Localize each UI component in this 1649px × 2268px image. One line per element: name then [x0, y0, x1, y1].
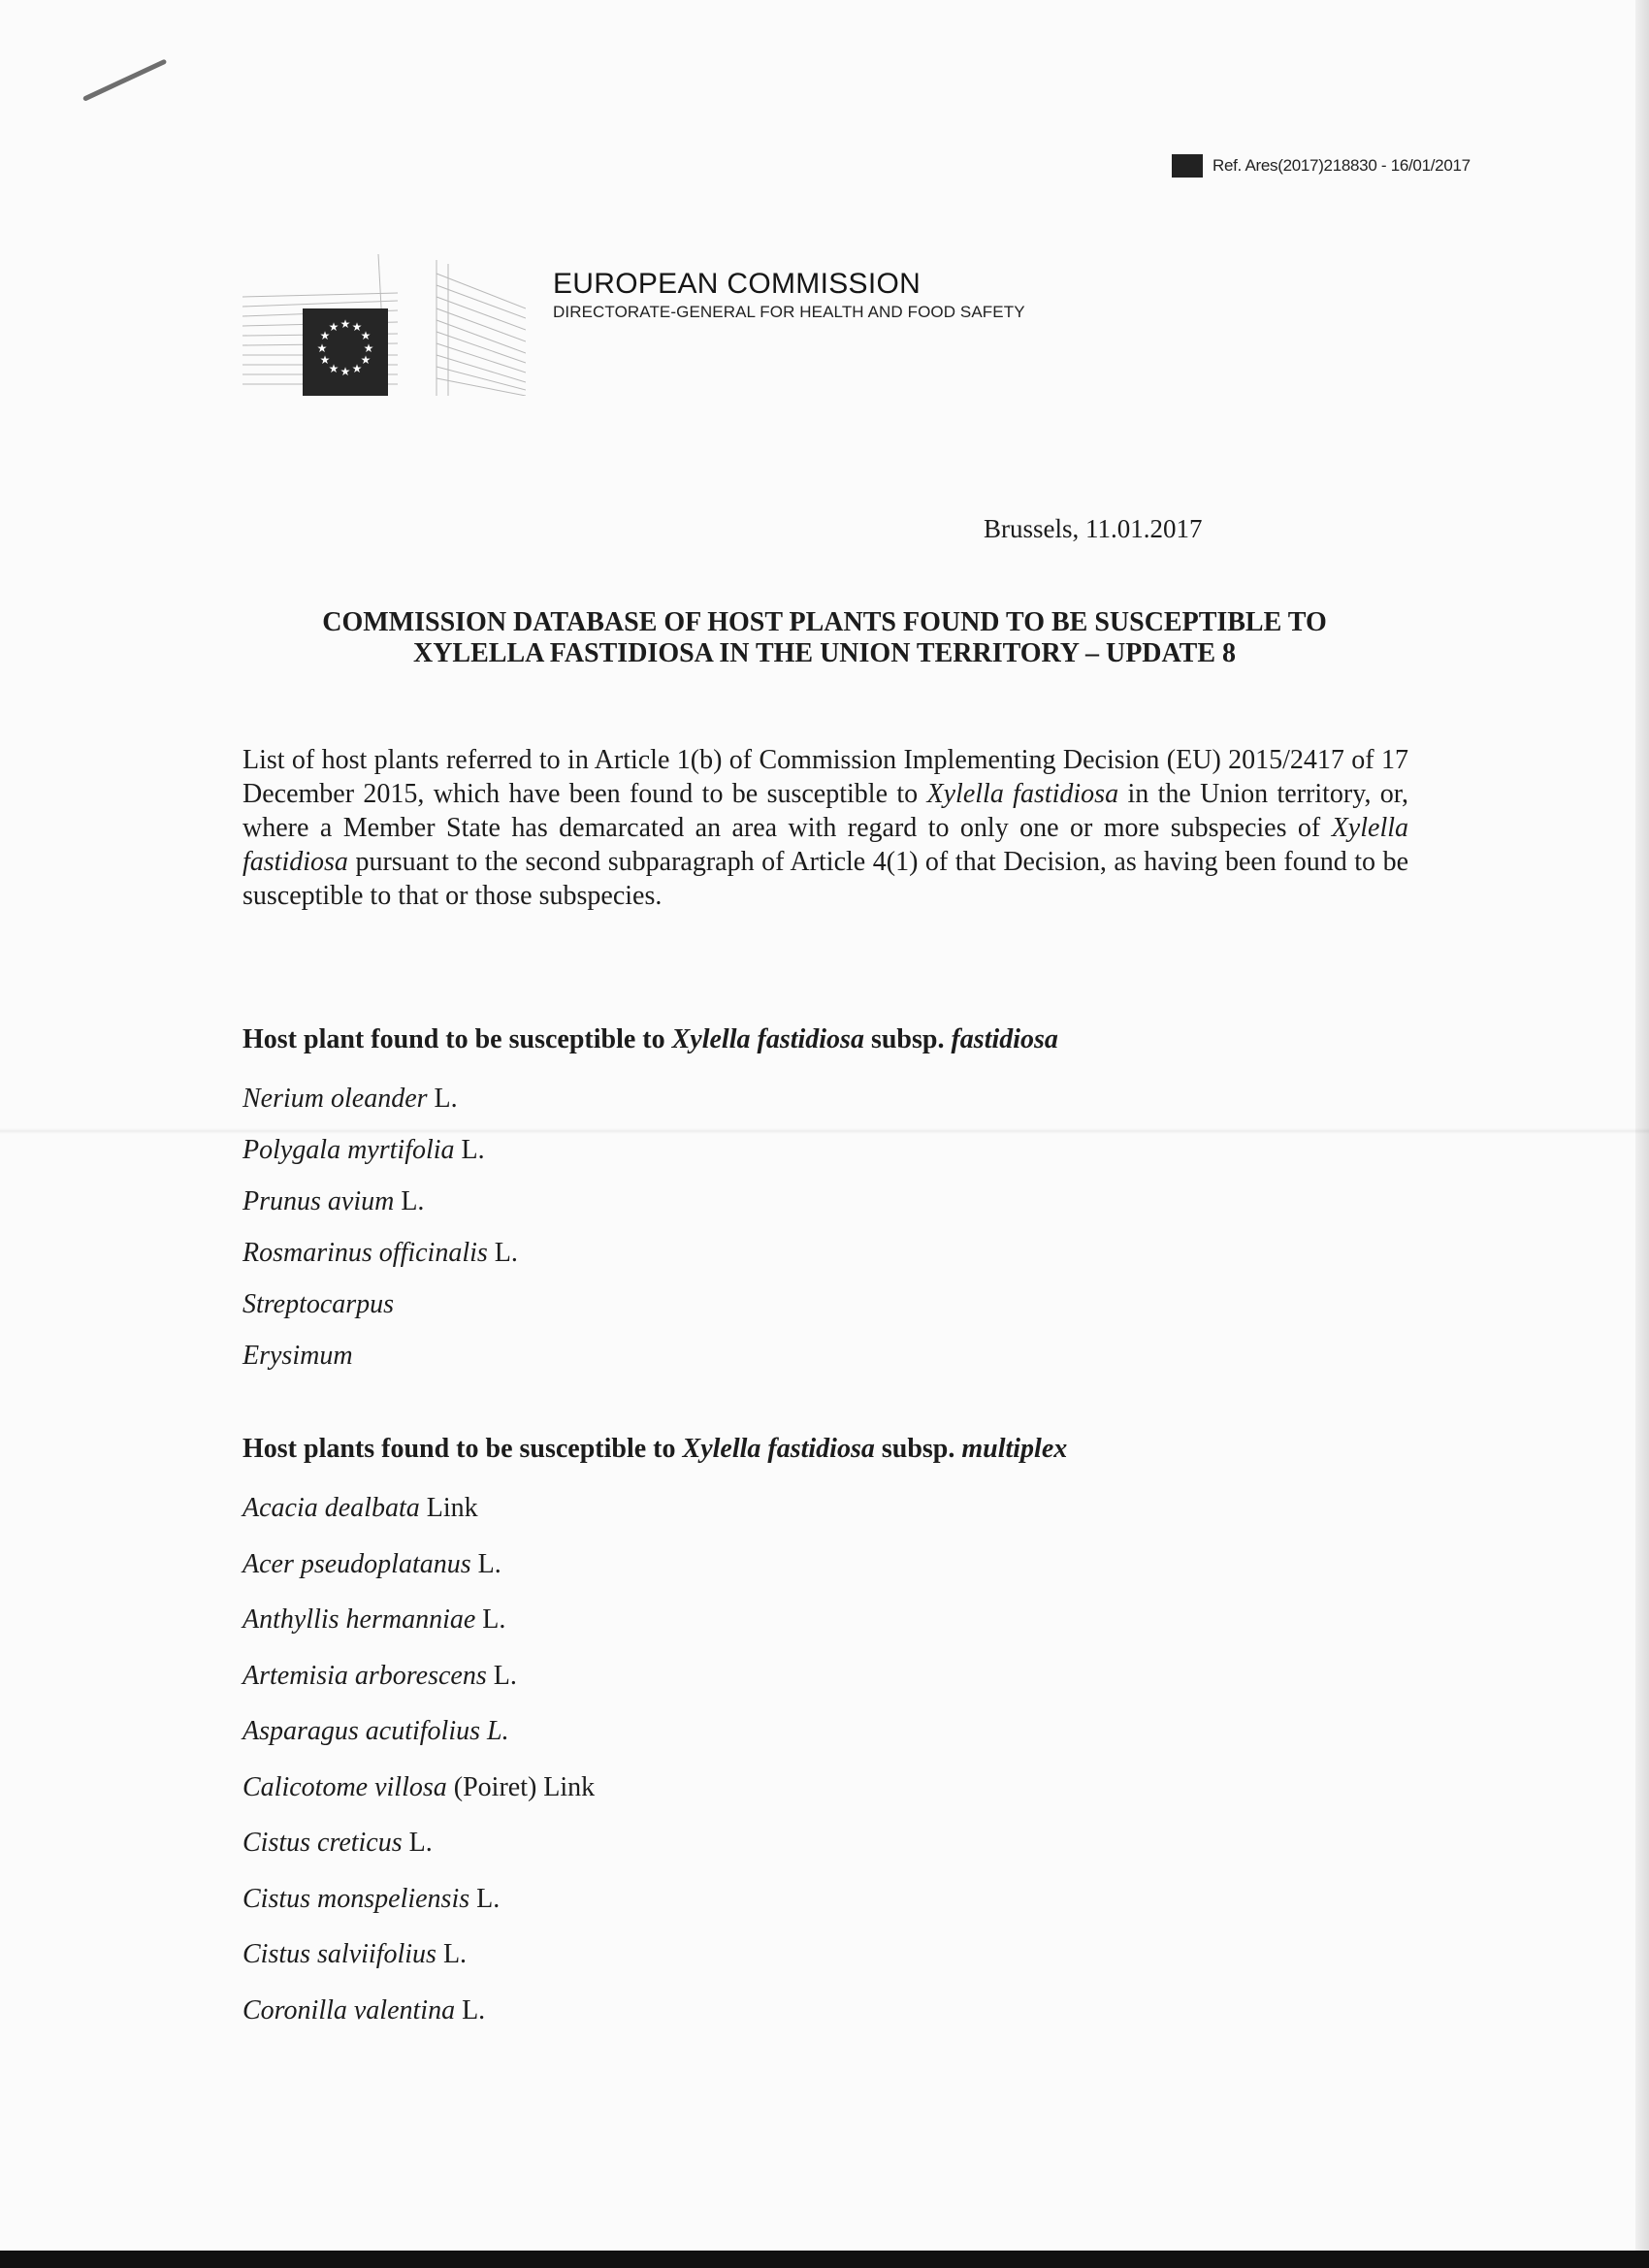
species-author: L. — [454, 1135, 485, 1165]
letterhead — [553, 268, 1025, 322]
species-name: Asparagus acutifolius L. — [242, 1716, 509, 1746]
list-item — [242, 1703, 595, 1760]
heading-text: Host plant found to be susceptible to — [242, 1024, 672, 1054]
svg-text:★: ★ — [351, 320, 363, 334]
species-author: L. — [427, 1084, 458, 1114]
svg-text:★: ★ — [363, 341, 374, 355]
species-author: L. — [470, 1548, 501, 1579]
species-name: Acer pseudoplatanus — [242, 1548, 471, 1579]
organization-name: EUROPEAN COMMISSION — [553, 268, 922, 300]
svg-text:★: ★ — [351, 362, 363, 375]
species-author: Link — [419, 1493, 478, 1523]
species-author: L. — [455, 1994, 486, 2025]
list-item — [242, 1537, 595, 1593]
species-name: Cistus salviifolius — [242, 1939, 436, 1969]
scan-edge — [1635, 0, 1649, 2268]
heading-italic: Xylella fastidiosa — [671, 1024, 864, 1054]
title-line: XYLELLA FASTIDIOSA IN THE UNION TERRITORY – UPDATE 8 — [412, 638, 1237, 668]
list-item — [242, 1983, 595, 2039]
heading-text: subsp. — [874, 1434, 962, 1464]
european-commission-logo — [242, 254, 526, 396]
species-list-fastidiosa — [242, 1073, 518, 1381]
intro-text: List of host plants referred to in Article 1(b) of Commission Implementing Decision (EU) 2015/2417 of 17 December 2015, which have been found to be susceptible to — [242, 745, 1408, 809]
list-item — [242, 1279, 518, 1330]
list-item — [242, 1815, 595, 1871]
intro-text: pursuant to the second subparagraph of Article 4(1) of that Decision, as having been found to be susceptible to that or those subspecies. — [242, 847, 1408, 911]
species-author: L. — [486, 1660, 517, 1691]
species-author: L. — [436, 1939, 468, 1969]
species-name: Erysimum — [242, 1341, 353, 1371]
document-date: Brussels, 11.01.2017 — [984, 514, 1203, 543]
species-name: Coronilla valentina — [242, 1994, 456, 2025]
intro-paragraph — [242, 743, 1408, 913]
title-line: COMMISSION DATABASE OF HOST PLANTS FOUND TO BE SUSCEPTIBLE TO — [322, 607, 1327, 637]
list-item — [242, 1760, 595, 1816]
heading-text: Host plants found to be susceptible to — [242, 1434, 683, 1464]
species-name: Cistus creticus — [242, 1828, 403, 1858]
svg-text:★: ★ — [319, 353, 331, 367]
species-name: Acacia dealbata — [242, 1493, 420, 1523]
species-name: Prunus avium — [242, 1186, 395, 1216]
species-name: Cistus monspeliensis — [242, 1883, 470, 1914]
list-item — [242, 1073, 518, 1124]
intro-italic: Xylella fastidiosa — [926, 779, 1119, 809]
svg-text:★: ★ — [360, 353, 372, 367]
list-item — [242, 1124, 518, 1176]
reference-marker — [1172, 154, 1203, 178]
heading-text: subsp. — [863, 1024, 952, 1054]
reference-stamp — [1172, 153, 1471, 178]
species-author: L. — [402, 1828, 433, 1858]
svg-text:★: ★ — [319, 329, 331, 342]
svg-text:★: ★ — [340, 365, 351, 378]
intro-italic: Xylella fastidiosa — [242, 813, 1408, 877]
heading-subspecies: multiplex — [961, 1434, 1068, 1464]
svg-text:★: ★ — [328, 320, 340, 334]
list-item — [242, 1927, 595, 1983]
section-heading-multiplex — [242, 1434, 1067, 1465]
pen-mark — [82, 59, 167, 102]
species-author: L. — [487, 1238, 518, 1268]
species-name: Nerium oleander — [242, 1084, 428, 1114]
document-title — [242, 607, 1406, 669]
list-item — [242, 1648, 595, 1704]
species-name: Polygala myrtifolia — [242, 1135, 455, 1165]
species-author: L. — [394, 1186, 425, 1216]
list-item — [242, 1330, 518, 1381]
list-item — [242, 1227, 518, 1279]
svg-text:★: ★ — [340, 317, 351, 331]
species-list-multiplex — [242, 1480, 595, 2038]
list-item — [242, 1480, 595, 1537]
species-name: Streptocarpus — [242, 1289, 395, 1319]
species-name: Calicotome villosa — [242, 1771, 447, 1802]
reference-text: Ref. Ares(2017)218830 - 16/01/2017 — [1212, 156, 1471, 175]
list-item — [242, 1871, 595, 1928]
heading-subspecies: fastidiosa — [951, 1024, 1058, 1054]
heading-italic: Xylella fastidiosa — [682, 1434, 875, 1464]
svg-text:★: ★ — [360, 329, 372, 342]
species-author: L. — [475, 1604, 506, 1635]
species-author: (Poiret) Link — [446, 1771, 596, 1802]
list-item — [242, 1592, 595, 1648]
list-item — [242, 1176, 518, 1227]
scan-border — [0, 2251, 1649, 2268]
species-name: Rosmarinus officinalis — [242, 1238, 488, 1268]
section-heading-fastidiosa — [242, 1024, 1058, 1055]
species-name: Anthyllis hermanniae — [242, 1604, 476, 1635]
svg-text:★: ★ — [328, 362, 340, 375]
svg-text:★: ★ — [316, 341, 328, 355]
species-name: Artemisia arborescens — [242, 1660, 487, 1691]
directorate-name: DIRECTORATE-GENERAL FOR HEALTH AND FOOD SAFETY — [553, 303, 1025, 321]
intro-text: in the Union territory, or, where a Member State has demarcated an area with regard to only one or more subspecies of — [242, 779, 1409, 843]
species-author: L. — [469, 1883, 501, 1914]
